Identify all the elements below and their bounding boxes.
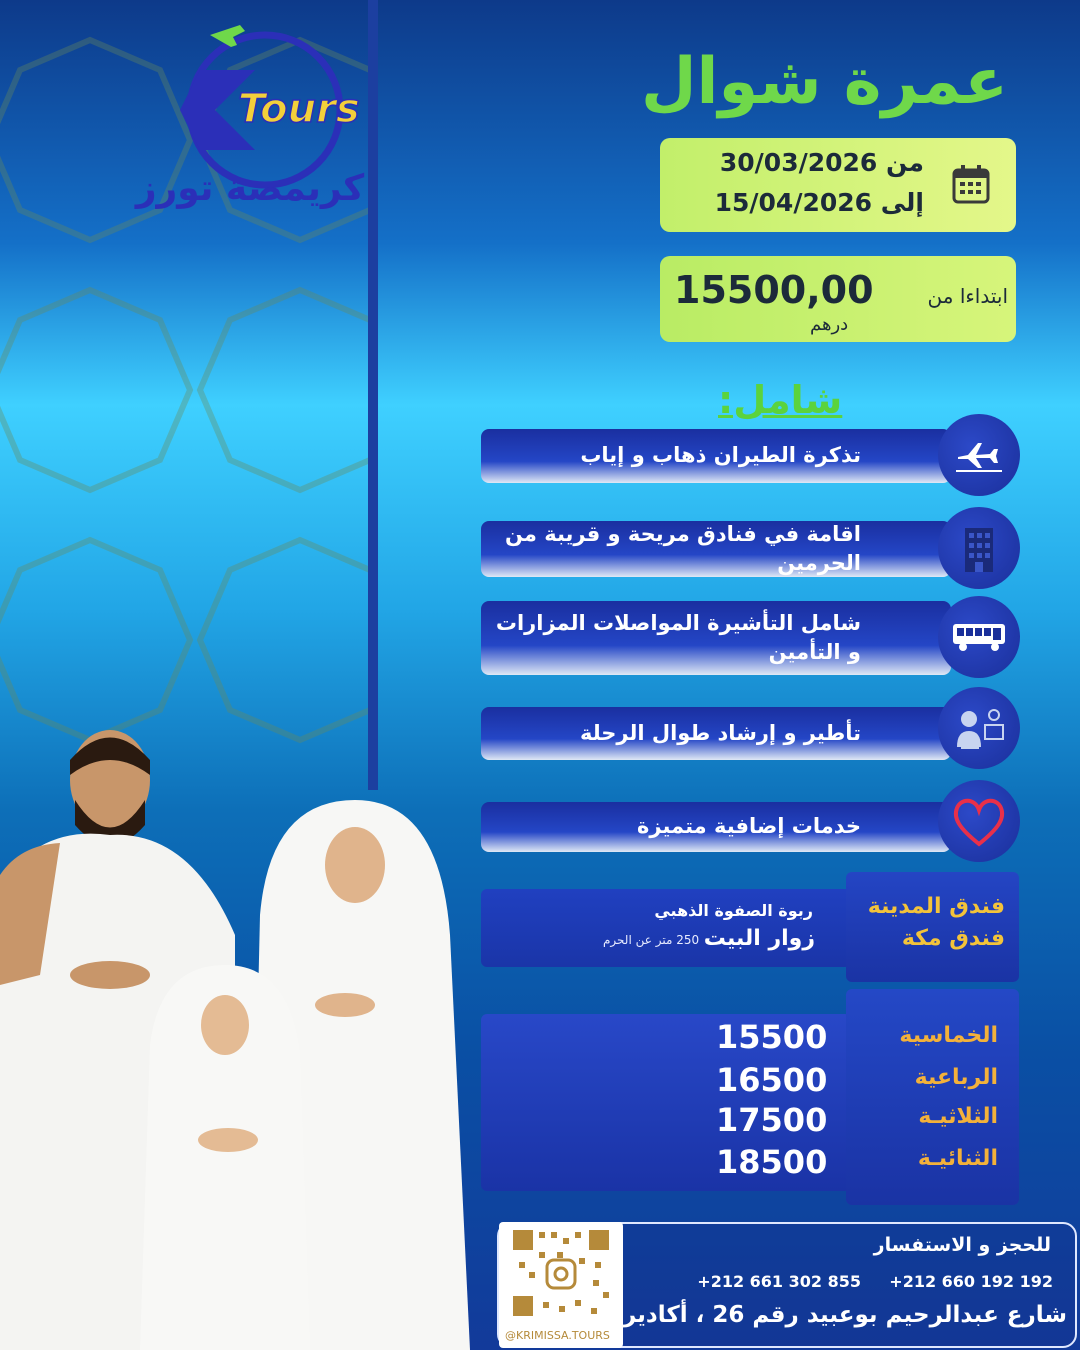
price-from-label: ابتداءا من (927, 284, 1008, 308)
brand-name-arabic: كريمصة تورز (135, 168, 365, 209)
feature-item-flights (481, 429, 951, 483)
date-from-line (720, 148, 924, 177)
guide-icon (938, 687, 1020, 769)
hotel-labels-panel (846, 872, 1019, 982)
feature-label: شامل التأشيرة المواصلات المزارات و التأمين (495, 610, 861, 664)
includes-heading: شامل: (718, 378, 843, 422)
room-type-quintuple: الخماسية (899, 1023, 998, 1048)
feature-label: تذكرة الطيران ذهاب و إياب (580, 443, 861, 468)
room-price-triple: 17500 (716, 1101, 828, 1139)
instagram-handle: @KRIMISSA.TOURS (505, 1329, 610, 1342)
phone-number-2[interactable]: +212 661 302 855 (697, 1272, 861, 1291)
room-type-double: الثنائيـة (917, 1146, 998, 1171)
airplane-icon (938, 414, 1020, 496)
makkah-hotel-distance: 250 متر عن الحرم (603, 933, 700, 947)
hotel-names-panel (481, 889, 851, 967)
room-type-quad: الرباعية (914, 1065, 998, 1090)
feature-item-guidance (481, 707, 951, 760)
date-to-line (715, 188, 924, 217)
instagram-qr-code[interactable] (499, 1222, 623, 1348)
room-price-quad: 16500 (716, 1061, 828, 1099)
calendar-icon (952, 164, 990, 204)
feature-label: اقامة في فنادق مريحة و قريبة من الحرمين (505, 521, 861, 575)
starting-price-box (660, 256, 1016, 342)
feature-item-visa-transport (481, 601, 951, 675)
madinah-hotel-name: ربوة الصفوة الذهبي (654, 901, 813, 920)
date-from-value: 30/03/2026 (719, 148, 878, 177)
feature-item-hotels (481, 521, 951, 577)
feature-label: خدمات إضافية متميزة (637, 814, 861, 839)
heart-icon (938, 780, 1020, 862)
date-to-value: 15/04/2026 (714, 188, 873, 217)
date-to-label: إلى (880, 188, 924, 217)
date-range-box (660, 138, 1016, 232)
date-from-label: من (886, 148, 924, 177)
room-types-panel (846, 989, 1019, 1205)
hotel-building-icon (938, 507, 1020, 589)
room-type-triple: الثلاثيـة (918, 1104, 998, 1129)
address: شارع عبدالرحيم بوعبيد رقم 26 ، أكادير (622, 1302, 1067, 1328)
price-currency: درهم (810, 314, 849, 335)
room-price-double: 18500 (716, 1143, 828, 1181)
qr-code-icon (499, 1222, 623, 1322)
feature-item-extra-services (481, 802, 951, 852)
madinah-hotel-label: فندق المدينة (867, 894, 1005, 919)
feature-label: تأطير و إرشاد طوال الرحلة (579, 720, 861, 745)
room-price-quintuple: 15500 (716, 1018, 828, 1056)
makkah-hotel-label: فندق مكة (901, 926, 1005, 951)
svg-text:Tours: Tours (238, 86, 360, 132)
phone-number-1[interactable]: +212 660 192 192 (889, 1272, 1053, 1291)
contact-title: للحجز و الاستفسار (873, 1234, 1051, 1256)
bus-icon (938, 596, 1020, 678)
page-title: عمرة شوال (640, 45, 1008, 119)
pilgrim-family-photo (0, 715, 470, 1350)
makkah-hotel-name: زوار البيت (703, 926, 815, 951)
price-value: 15500,00 (674, 268, 874, 312)
